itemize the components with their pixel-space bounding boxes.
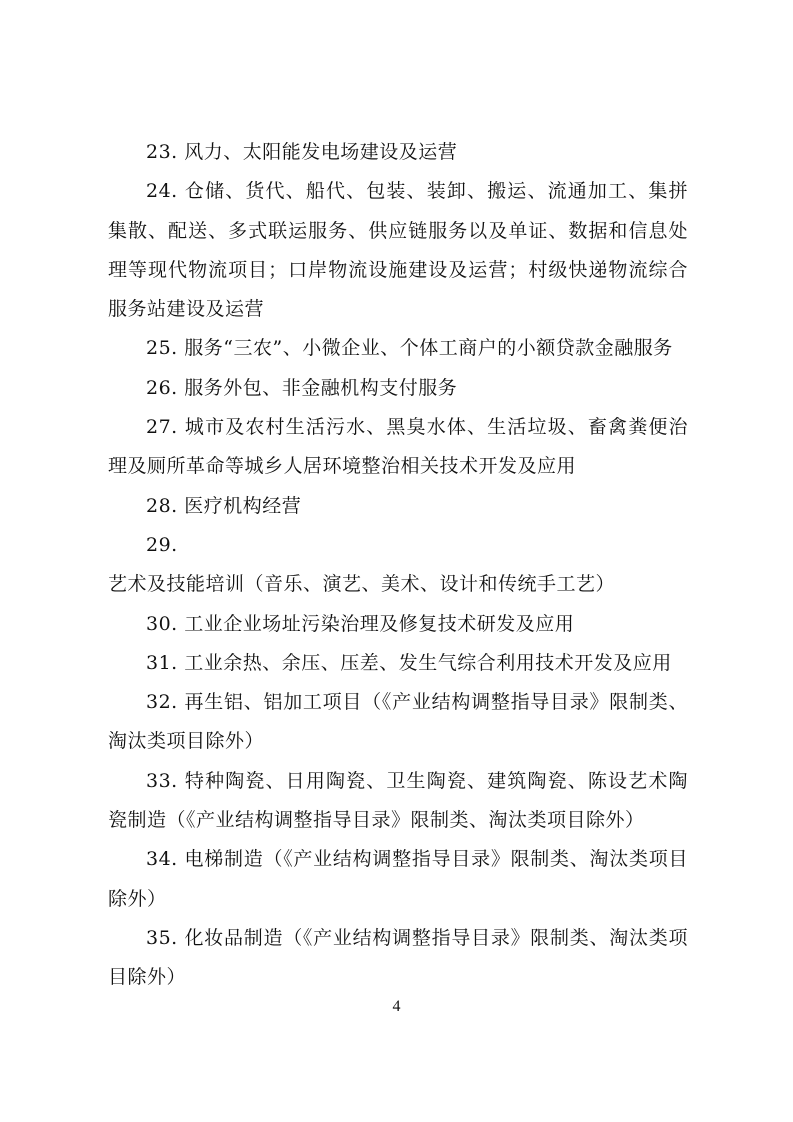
item-text: 医疗机构经营: [184, 494, 302, 517]
item-number: 24.: [146, 180, 178, 203]
page-number: 4: [392, 998, 401, 1015]
document-body: [108, 133, 688, 998]
item-number: 34.: [146, 848, 178, 871]
list-item: [108, 408, 688, 487]
item-text: 仓储、货代、船代、包装、装卸、搬运、流通加工、集拼集散、配送、多式联运服务、供应链服务以及单证、数据和信息处理等现代物流项目；口岸物流设施建设及运营；村级快递物流综合服务站建设及运营: [108, 180, 688, 321]
list-item: [108, 605, 688, 644]
item-text: 电梯制造（《产业结构调整指导目录》限制类、淘汰类项目除外）: [108, 848, 688, 910]
item-text: 工业余热、余压、压差、发生气综合利用技术开发及应用: [184, 651, 672, 674]
item-text: 再生铝、铝加工项目（《产业结构调整指导目录》限制类、淘汰类项目除外）: [108, 691, 688, 753]
list-item: [108, 369, 688, 408]
item-number: 29.: [146, 533, 178, 556]
list-item: [108, 172, 688, 329]
item-text: 风力、太阳能发电场建设及运营: [184, 141, 458, 163]
item-text: 城市及农村生活污水、黑臭水体、生活垃圾、畜禽粪便治理及厕所革命等城乡人居环境整治相关技术开发及应用: [108, 416, 688, 478]
item-text: 工业企业场址污染治理及修复技术研发及应用: [184, 612, 575, 635]
list-item: [108, 919, 688, 998]
item-number: 23.: [146, 141, 178, 163]
item-number: 33.: [146, 769, 178, 792]
item-number: 30.: [146, 612, 178, 635]
item-number: 25.: [146, 337, 178, 360]
item-number: 35.: [146, 926, 178, 949]
item-number: 31.: [146, 651, 178, 674]
item-number: 27.: [146, 416, 178, 439]
item-text: 服务“三农”、小微企业、个体工商户的小额贷款金融服务: [184, 337, 673, 360]
list-item: [108, 133, 688, 172]
list-item: [108, 762, 688, 841]
item-number: 32.: [146, 691, 178, 714]
list-item: [108, 487, 688, 526]
list-item: [108, 683, 688, 762]
item-text: 特种陶瓷、日用陶瓷、卫生陶瓷、建筑陶瓷、陈设艺术陶瓷制造（《产业结构调整指导目录》限制类、淘汰类项目除外）: [108, 769, 688, 832]
list-item: [108, 840, 688, 919]
list-item: [108, 644, 688, 683]
item-text: 艺术及技能培训（音乐、演艺、美术、设计和传统手工艺）: [108, 573, 616, 596]
list-item: [108, 526, 688, 605]
item-text: 化妆品制造（《产业结构调整指导目录》限制类、淘汰类项目除外）: [108, 926, 688, 989]
item-text: 服务外包、非金融机构支付服务: [184, 376, 458, 399]
list-item: [108, 329, 688, 368]
item-number: 28.: [146, 494, 178, 517]
item-number: 26.: [146, 376, 178, 399]
